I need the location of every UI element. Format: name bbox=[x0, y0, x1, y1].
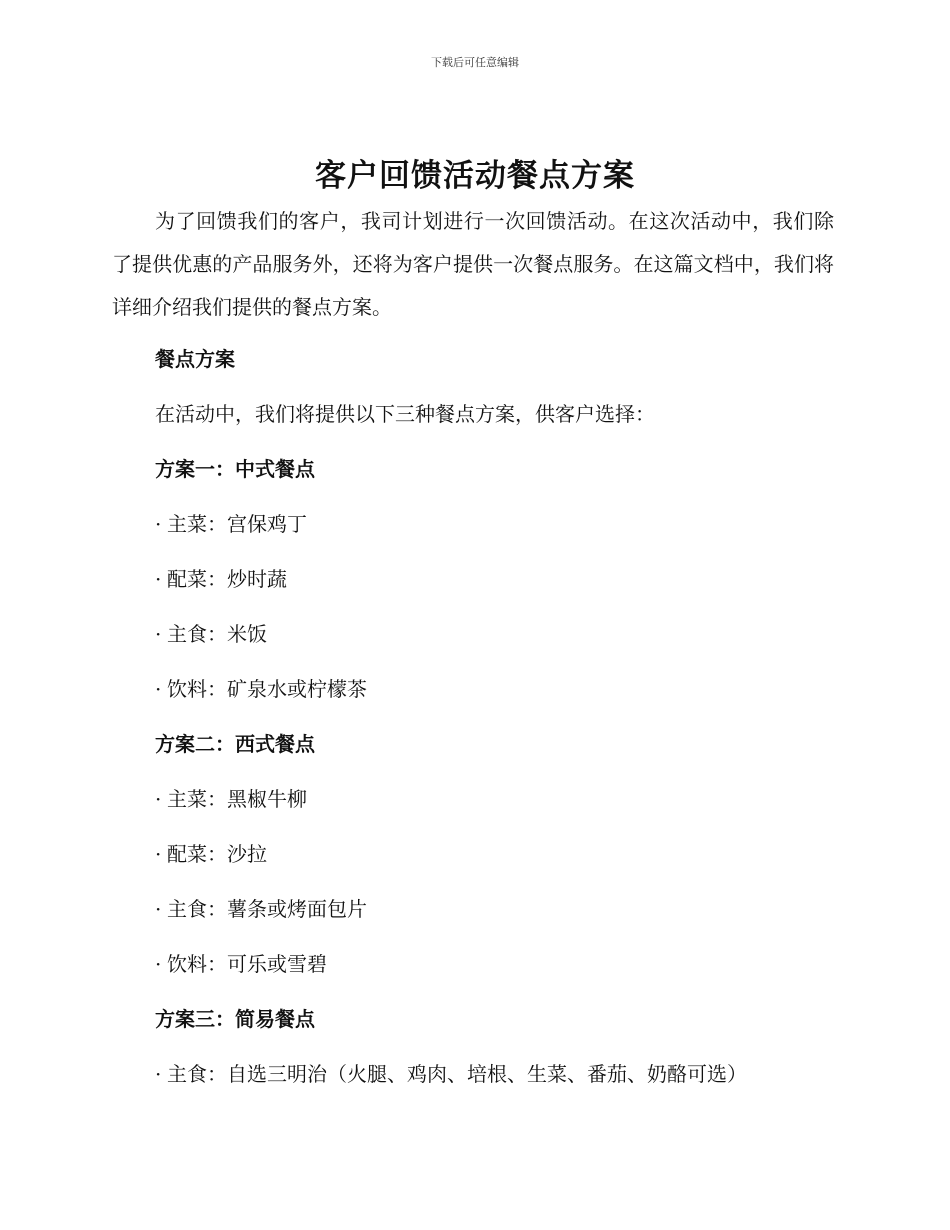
list-item bbox=[155, 1054, 845, 1109]
list-item-text: 饮料：矿泉水或柠檬茶 bbox=[167, 677, 367, 701]
page-header-note: 下载后可任意编辑 bbox=[431, 56, 519, 69]
list-item-text: 主食：薯条或烤面包片 bbox=[167, 897, 367, 921]
list-item bbox=[155, 559, 845, 614]
bullet-icon: · bbox=[155, 1062, 162, 1086]
bullet-icon: · bbox=[155, 512, 162, 536]
bullet-icon: · bbox=[155, 952, 162, 976]
section-intro: 在活动中，我们将提供以下三种餐点方案，供客户选择： bbox=[155, 402, 655, 426]
bullet-icon: · bbox=[155, 842, 162, 866]
plan-1-heading: 方案一：中式餐点 bbox=[155, 457, 315, 481]
plan-2-heading: 方案二：西式餐点 bbox=[155, 732, 315, 756]
list-item-text: 配菜：沙拉 bbox=[167, 842, 267, 866]
bullet-icon: · bbox=[155, 897, 162, 921]
list-item bbox=[155, 779, 845, 834]
list-item-text: 配菜：炒时蔬 bbox=[167, 567, 287, 591]
list-item-text: 主菜：黑椒牛柳 bbox=[167, 787, 307, 811]
list-item bbox=[155, 669, 845, 724]
list-item bbox=[155, 889, 845, 944]
section-heading: 餐点方案 bbox=[155, 347, 235, 371]
list-item bbox=[155, 834, 845, 889]
list-item-text: 主食：自选三明治（火腿、鸡肉、培根、生菜、番茄、奶酪可选） bbox=[167, 1062, 747, 1086]
list-item bbox=[155, 944, 845, 999]
plan-3-heading: 方案三：简易餐点 bbox=[155, 1007, 315, 1031]
bullet-icon: · bbox=[155, 787, 162, 811]
list-item-text: 主食：米饭 bbox=[167, 622, 267, 646]
bullet-icon: · bbox=[155, 567, 162, 591]
list-item-text: 饮料：可乐或雪碧 bbox=[167, 952, 327, 976]
list-item bbox=[155, 504, 845, 559]
document-title: 客户回馈活动餐点方案 bbox=[315, 158, 635, 194]
document-body bbox=[155, 339, 845, 1109]
bullet-icon: · bbox=[155, 622, 162, 646]
list-item-text: 主菜：宫保鸡丁 bbox=[167, 512, 307, 536]
intro-paragraph: 为了回馈我们的客户，我司计划进行一次回馈活动。在这次活动中，我们除了提供优惠的产品服务外，还将为客户提供一次餐点服务。在这篇文档中，我们将详细介绍我们提供的餐点方案。 bbox=[112, 209, 834, 319]
list-item bbox=[155, 614, 845, 669]
bullet-icon: · bbox=[155, 677, 162, 701]
